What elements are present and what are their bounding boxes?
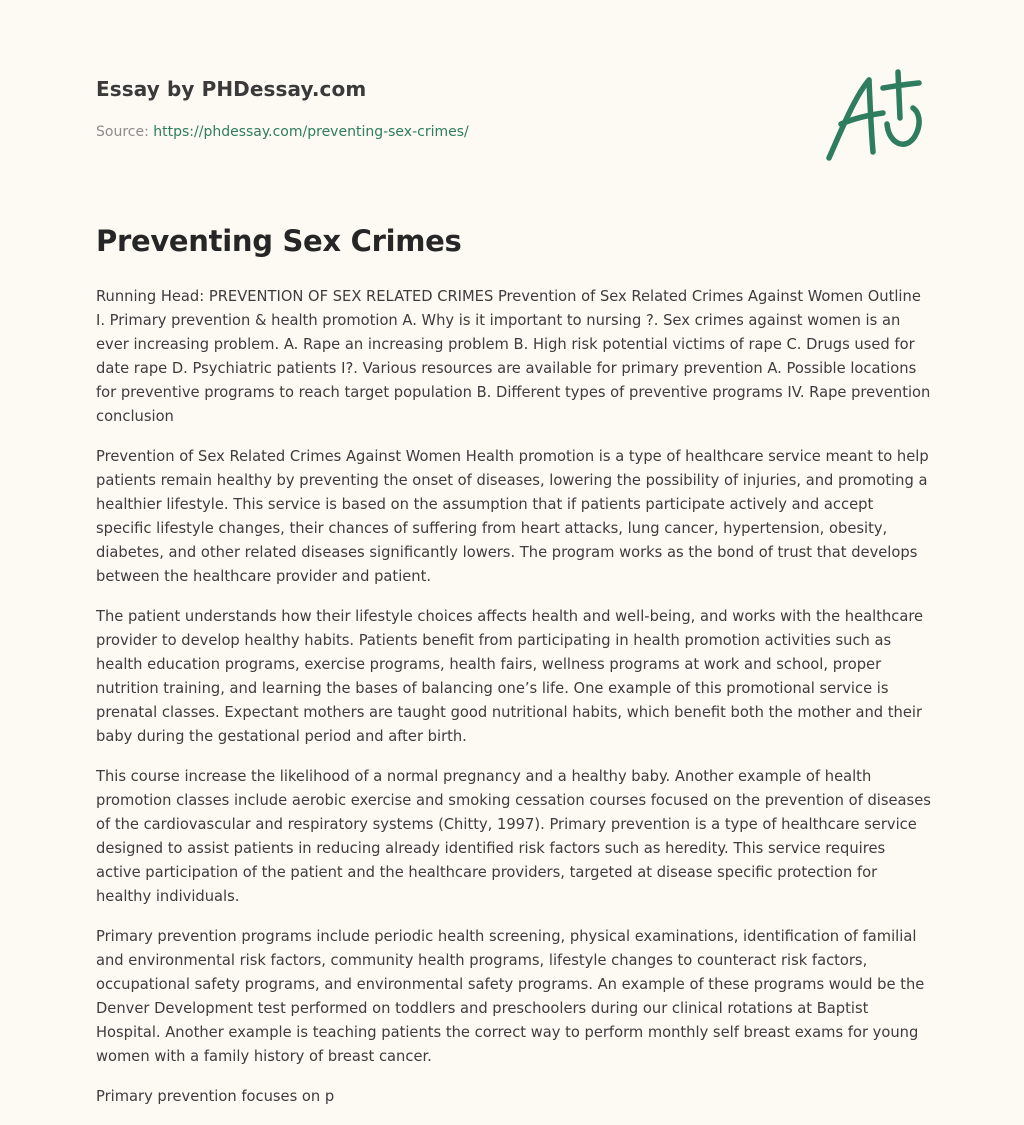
site-title: Essay by PHDessay.com (96, 77, 367, 101)
a-plus-logo-icon (821, 66, 931, 166)
essay-body (96, 285, 932, 1125)
source-line (96, 124, 469, 140)
essay-title: Preventing Sex Crimes (96, 224, 462, 258)
essay-paragraph: Running Head: PREVENTION OF SEX RELATED CRIMES Prevention of Sex Related Crimes Against Women Outline I. Primary prevention & health promotion A. Why is it important to nursing ?. Sex crimes against women is an ever increasing problem. A. Rape an increasing problem B. High risk potential victims of rape C. Drugs used for date rape D. Psychiatric patients I?. Various resources are available for primary prevention A. Possible locations for preventive programs to reach target population B. Different types of preventive programs IV. Rape prevention conclusion (96, 288, 931, 425)
essay-paragraph: The patient understands how their lifestyle choices affects health and well-being, and works with the healthcare provider to develop healthy habits. Patients benefit from participating in health promotion activities such as health education programs, exercise programs, health fairs, wellness programs at work and school, proper nutrition training, and learning the bases of balancing one’s life. One example of this promotional service is prenatal classes. Expectant mothers are taught good nutritional habits, which benefit both the mother and their baby during the gestational period and after birth. (96, 608, 924, 745)
source-label: Source: (96, 124, 154, 140)
essay-paragraph: Primary prevention focuses on p (96, 1088, 335, 1105)
source-link[interactable]: https://phdessay.com/preventing-sex-crimes/ (153, 124, 469, 140)
essay-page (96, 0, 932, 1124)
essay-paragraph: Prevention of Sex Related Crimes Against Women Health promotion is a type of healthcare service meant to help patients remain healthy by preventing the onset of diseases, lowering the possibility of injuries, and promoting a healthier lifestyle. This service is based on the assumption that if patients participate actively and accept specific lifestyle changes, their chances of suffering from heart attacks, lung cancer, hypertension, obesity, diabetes, and other related diseases significantly lowers. The program works as the bond of trust that develops between the healthcare provider and patient. (96, 448, 929, 585)
essay-paragraph: Primary prevention programs include periodic health screening, physical examinations, identification of familial and environmental risk factors, community health programs, lifestyle changes to counteract risk factors, occupational safety programs, and environmental safety programs. An example of these programs would be the Denver Development test performed on toddlers and preschoolers during our clinical rotations at Baptist Hospital. Another example is teaching patients the correct way to perform monthly self breast exams for young women with a family history of breast cancer. (96, 928, 925, 1065)
essay-paragraph: This course increase the likelihood of a normal pregnancy and a healthy baby. Another example of health promotion classes include aerobic exercise and smoking cessation courses focused on the prevention of diseases of the cardiovascular and respiratory systems (Chitty, 1997). Primary prevention is a type of healthcare service designed to assist patients in reducing already identified risk factors such as heredity. This service requires active participation of the patient and the healthcare providers, targeted at disease specific protection for healthy individuals. (96, 768, 931, 905)
